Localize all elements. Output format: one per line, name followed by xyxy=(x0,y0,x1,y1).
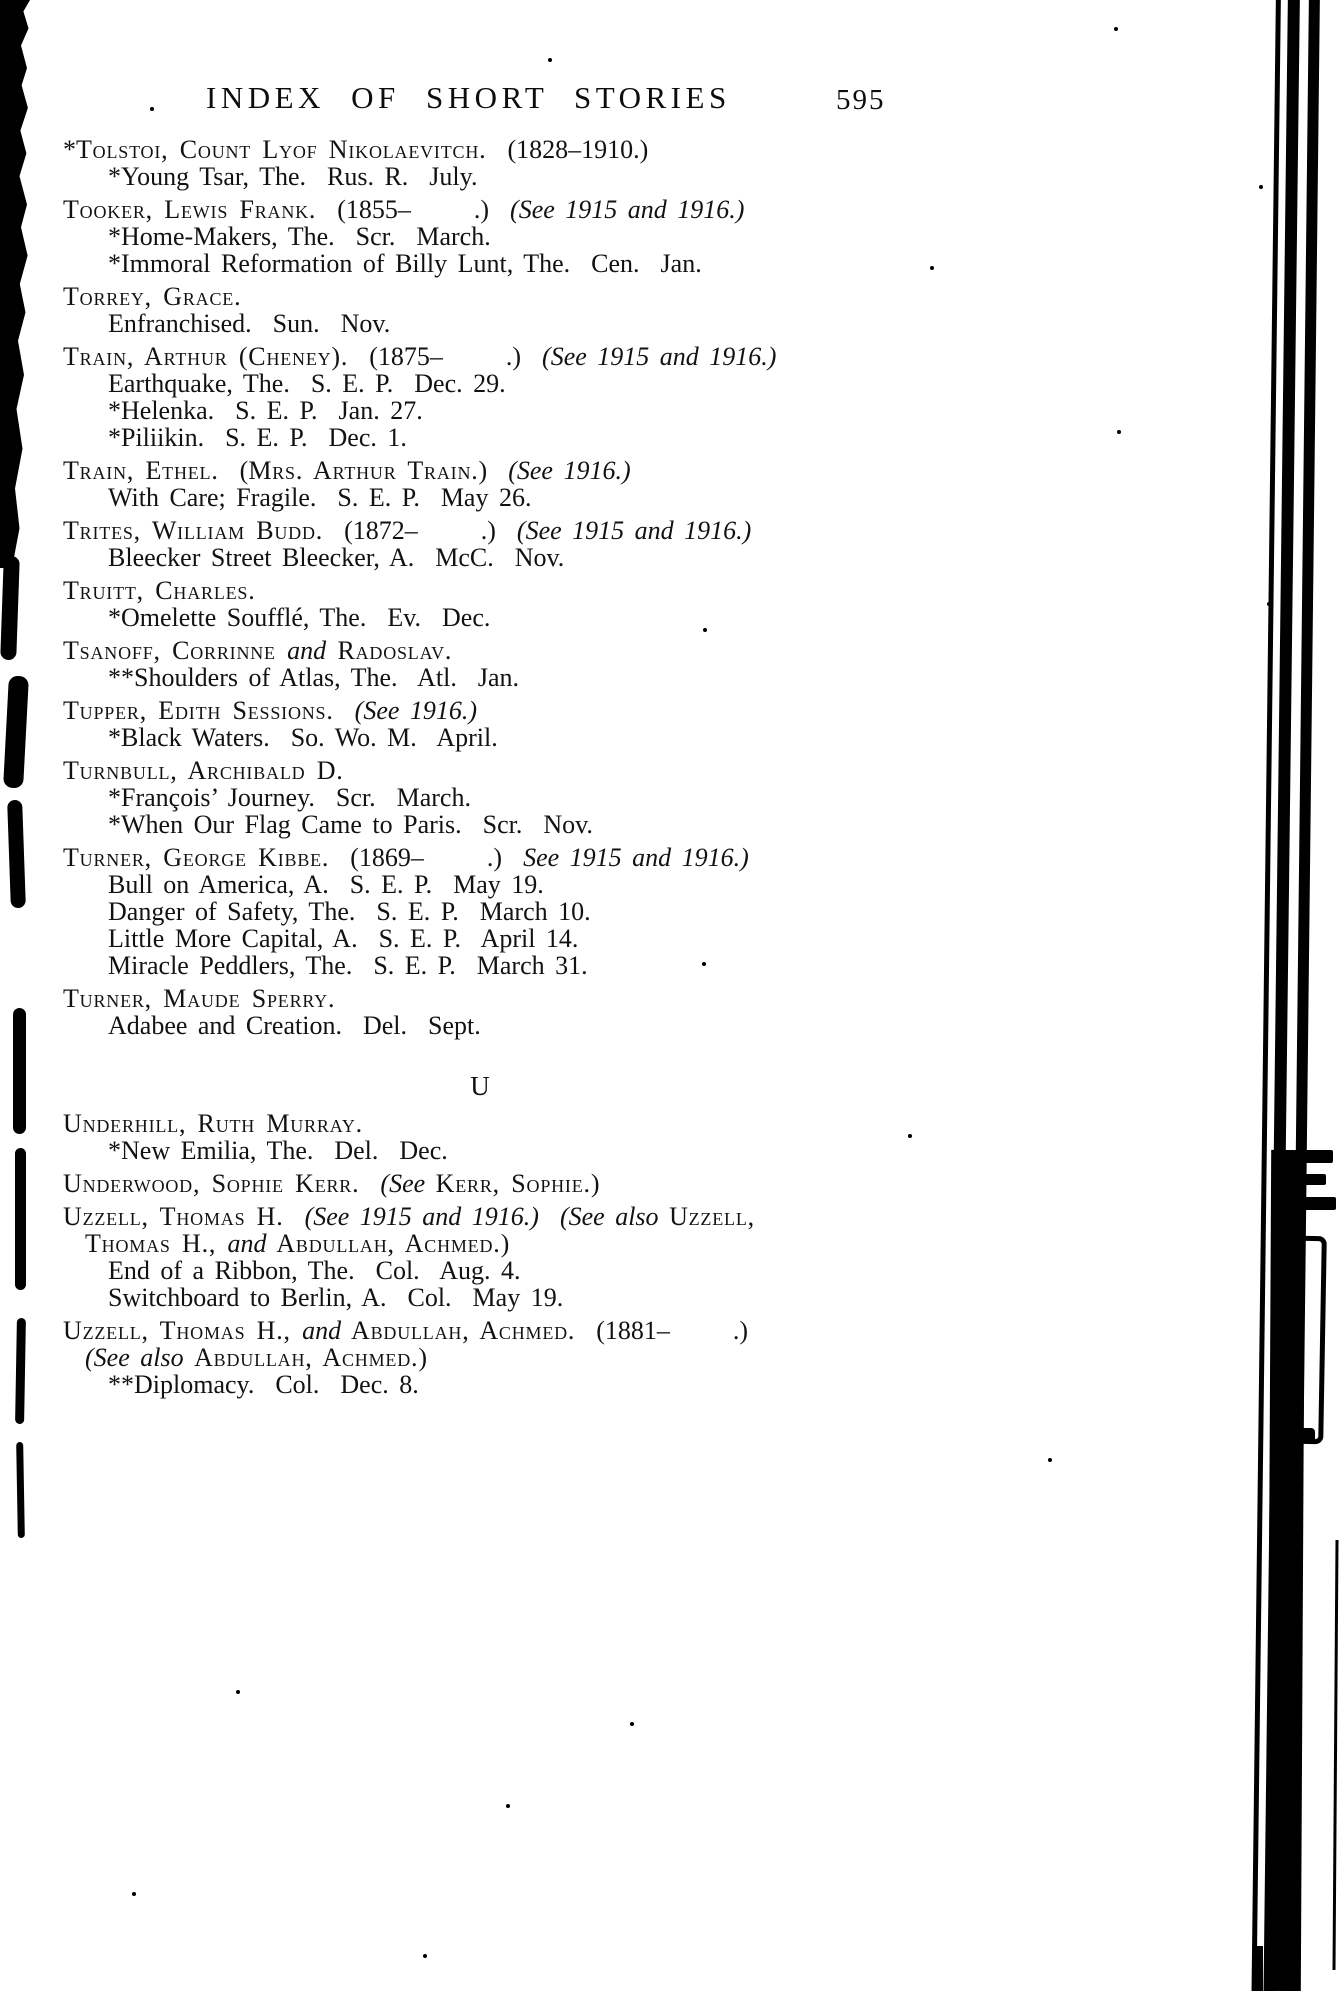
index-story-entry xyxy=(0,397,1342,424)
text-segment: See 1915 and 1916.) xyxy=(523,843,749,872)
text-segment: (1872– .) xyxy=(323,516,517,545)
index-entry-continuation xyxy=(0,1344,1342,1371)
index-story-entry xyxy=(0,898,1342,925)
index-story-entry xyxy=(0,1284,1342,1311)
text-segment: (See 1915 and 1916.) xyxy=(516,516,752,545)
index-story-entry xyxy=(0,163,1342,190)
index-story-entry xyxy=(0,250,1342,277)
index-author-entry xyxy=(0,577,1342,604)
page-title: INDEX OF SHORT STORIES xyxy=(206,80,731,115)
text-segment: Uzzell, Thomas H., xyxy=(63,1316,303,1345)
index-author-entry xyxy=(0,517,1342,544)
ink-speck xyxy=(423,1954,427,1958)
text-segment xyxy=(539,1202,560,1231)
left-edge-ink-blob xyxy=(16,1442,25,1538)
index-author-entry xyxy=(0,697,1342,724)
index-story-entry xyxy=(0,484,1342,511)
text-segment: and xyxy=(302,1316,342,1345)
text-segment: Adabee and Creation. Del. Sept. xyxy=(108,1011,481,1040)
text-segment: (See 1915 and 1916.) xyxy=(304,1202,539,1231)
text-segment: Turner, George Kibbe. xyxy=(63,843,330,872)
text-segment: **Diplomacy. Col. Dec. 8. xyxy=(108,1370,419,1399)
index-entry-continuation xyxy=(0,1230,1342,1257)
ink-speck xyxy=(236,1690,240,1694)
ink-speck xyxy=(132,1892,136,1896)
text-segment: (1875– .) xyxy=(348,342,543,371)
index-author-entry xyxy=(0,1170,1342,1197)
text-segment: Train, Ethel. xyxy=(63,456,219,485)
text-segment: *François’ Journey. Scr. March. xyxy=(108,783,471,812)
index-story-entry xyxy=(0,811,1342,838)
text-segment: (See 1915 and 1916.) xyxy=(510,195,745,224)
index-story-entry xyxy=(0,925,1342,952)
index-author-entry xyxy=(0,637,1342,664)
ink-speck xyxy=(150,107,154,111)
index-story-entry xyxy=(0,544,1342,571)
section-heading xyxy=(0,1073,960,1100)
index-story-entry xyxy=(0,784,1342,811)
text-segment: End of a Ribbon, The. Col. Aug. 4. xyxy=(108,1256,521,1285)
index-author-entry xyxy=(0,457,1342,484)
index-story-entry xyxy=(0,871,1342,898)
page-header xyxy=(0,0,1342,116)
right-edge-bottom-mark xyxy=(1254,1946,1263,1991)
ink-speck xyxy=(548,58,552,62)
index-story-entry xyxy=(0,724,1342,751)
ink-speck xyxy=(506,1804,510,1808)
text-segment xyxy=(334,696,355,725)
text-segment: *Young Tsar, The. Rus. R. July. xyxy=(108,162,478,191)
right-edge-thin-line xyxy=(1332,1540,1338,1970)
text-segment: Abdullah, Achmed. xyxy=(341,1316,576,1345)
index-author-entry xyxy=(0,1110,1342,1137)
text-segment: (See 1916.) xyxy=(508,456,631,485)
text-segment: Tolstoi, Count Lyof Nikolaevitch. xyxy=(76,135,487,164)
text-segment: Little More Capital, A. S. E. P. April 14. xyxy=(108,924,579,953)
right-edge-ink-smudge xyxy=(1288,1428,1315,1443)
text-segment: (1828–1910.) xyxy=(486,135,649,164)
text-segment: ( xyxy=(218,456,249,485)
text-segment: Danger of Safety, The. S. E. P. March 10. xyxy=(108,897,591,926)
text-segment: With Care; Fragile. S. E. P. May 26. xyxy=(108,483,532,512)
text-segment: Truitt, Charles. xyxy=(63,576,256,605)
text-segment: Bull on America, A. S. E. P. May 19. xyxy=(108,870,544,899)
index-list xyxy=(0,136,1342,1398)
text-segment: *When Our Flag Came to Paris. Scr. Nov. xyxy=(108,810,593,839)
text-segment: Radoslav. xyxy=(326,636,453,665)
text-segment: Trites, William Budd. xyxy=(63,516,324,545)
index-author-entry xyxy=(0,196,1342,223)
text-segment: Abdullah, Achmed. xyxy=(194,1343,419,1372)
text-segment: *Omelette Soufflé, The. Ev. Dec. xyxy=(108,603,491,632)
text-segment xyxy=(284,1202,305,1231)
text-segment: Bleecker Street Bleecker, A. McC. Nov. xyxy=(108,543,565,572)
index-story-entry xyxy=(0,223,1342,250)
text-segment: (1855– .) xyxy=(316,195,511,224)
ink-speck xyxy=(1114,27,1118,31)
text-segment: (See also xyxy=(85,1343,195,1372)
text-segment: ) xyxy=(418,1343,427,1372)
text-segment: Uzzell, xyxy=(669,1202,755,1231)
text-segment: Mrs. Arthur Train. xyxy=(248,456,479,485)
page-number: 595 xyxy=(836,84,886,116)
text-segment: Turner, Maude Sperry. xyxy=(63,984,336,1013)
text-segment: (See 1916.) xyxy=(354,696,478,725)
index-author-entry xyxy=(0,136,1342,163)
text-segment: (1881– .) xyxy=(575,1316,749,1345)
text-segment: Tupper, Edith Sessions. xyxy=(63,696,334,725)
index-story-entry xyxy=(0,604,1342,631)
index-story-entry xyxy=(0,1137,1342,1164)
ink-speck xyxy=(630,1722,634,1726)
text-segment: (1869– .) xyxy=(329,843,524,872)
index-story-entry xyxy=(0,1257,1342,1284)
ink-speck xyxy=(1048,1458,1052,1462)
text-segment: and xyxy=(227,1229,267,1258)
text-segment: and xyxy=(287,636,327,665)
text-segment: Earthquake, The. S. E. P. Dec. 29. xyxy=(108,369,506,398)
index-author-entry xyxy=(0,1203,1342,1230)
index-author-entry xyxy=(0,283,1342,310)
index-story-entry xyxy=(0,370,1342,397)
text-segment: U xyxy=(470,1071,490,1101)
index-author-entry xyxy=(0,1317,1342,1344)
text-segment: *Black Waters. So. Wo. M. April. xyxy=(108,723,498,752)
text-segment: ) xyxy=(500,1229,510,1258)
text-segment: (See also xyxy=(559,1202,670,1231)
text-segment: *Helenka. S. E. P. Jan. 27. xyxy=(108,396,423,425)
index-story-entry xyxy=(0,424,1342,451)
text-segment: (See 1915 and 1916.) xyxy=(542,342,777,371)
text-segment: (See xyxy=(380,1169,436,1198)
text-segment: Turnbull, Archibald D. xyxy=(63,756,344,785)
index-author-entry xyxy=(0,844,1342,871)
text-segment: ) xyxy=(590,1169,600,1198)
text-segment: Kerr, Sophie. xyxy=(435,1169,591,1198)
text-segment: Uzzell, Thomas H. xyxy=(63,1202,284,1231)
text-segment: *New Emilia, The. Del. Dec. xyxy=(108,1136,448,1165)
text-segment: ) xyxy=(478,456,509,485)
index-story-entry xyxy=(0,1371,1342,1398)
text-segment: *Piliikin. S. E. P. Dec. 1. xyxy=(108,423,407,452)
text-segment: Torrey, Grace. xyxy=(63,282,242,311)
index-story-entry xyxy=(0,1012,1342,1039)
text-segment: *Home-Makers, The. Scr. March. xyxy=(108,222,491,251)
text-segment: Abdullah, Achmed. xyxy=(266,1229,501,1258)
text-segment: Train, Arthur (Cheney). xyxy=(63,342,349,371)
text-segment: **Shoulders of Atlas, The. Atl. Jan. xyxy=(108,663,520,692)
text-segment: Tooker, Lewis Frank. xyxy=(63,195,317,224)
index-author-entry xyxy=(0,757,1342,784)
index-story-entry xyxy=(0,310,1342,337)
text-segment: Underwood, Sophie Kerr. xyxy=(63,1169,360,1198)
text-segment xyxy=(359,1169,380,1198)
text-segment: Enfranchised. Sun. Nov. xyxy=(108,309,391,338)
text-segment: Thomas H., xyxy=(85,1229,228,1258)
index-author-entry xyxy=(0,343,1342,370)
text-segment: *Immoral Reformation of Billy Lunt, The. Cen. Jan. xyxy=(108,249,702,278)
text-segment: Underhill, Ruth Murray. xyxy=(63,1109,363,1138)
index-story-entry xyxy=(0,664,1342,691)
index-story-entry xyxy=(0,952,1342,979)
index-author-entry xyxy=(0,985,1342,1012)
text-segment: Switchboard to Berlin, A. Col. May 19. xyxy=(108,1283,564,1312)
text-segment: * xyxy=(63,135,76,164)
text-segment: Tsanoff, Corrinne xyxy=(63,636,288,665)
text-segment: Miracle Peddlers, The. S. E. P. March 31. xyxy=(108,951,588,980)
